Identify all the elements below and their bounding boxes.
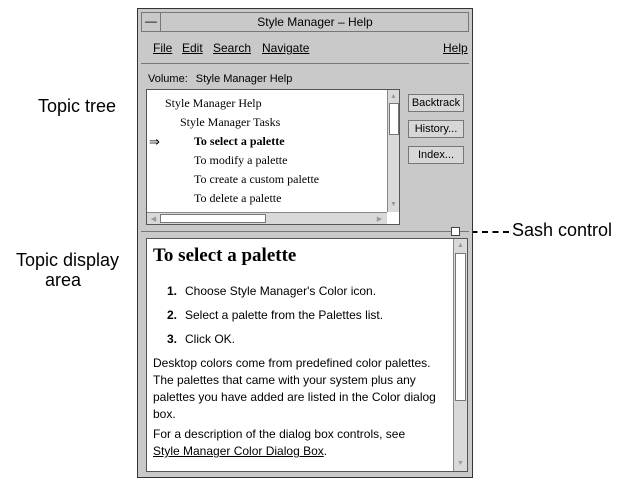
topic-tree-panel — [146, 89, 400, 225]
scroll-left-icon[interactable]: ◀ — [150, 215, 157, 223]
volume-value: Style Manager Help — [195, 73, 293, 85]
scroll-up-icon[interactable]: ▲ — [457, 242, 464, 249]
tree-item-select-palette[interactable]: To select a palette — [194, 134, 285, 148]
topic-paragraph-intro: Desktop colors come from predefined color palettes. The palettes that came with your system plus any palettes you have added are listed in the Color dialog box. — [153, 356, 436, 421]
menu-help-label: Help — [443, 41, 468, 55]
tree-item-modify-palette[interactable]: To modify a palette — [194, 153, 288, 167]
tree-item-create-palette[interactable]: To create a custom palette — [194, 172, 320, 186]
backtrack-button[interactable]: Backtrack — [408, 94, 464, 112]
window-menu-button[interactable]: — — [142, 13, 161, 31]
tree-item-delete-palette[interactable]: To delete a palette — [194, 191, 282, 205]
display-vertical-scrollbar[interactable] — [453, 239, 467, 471]
title-bar[interactable] — [141, 12, 469, 32]
scroll-down-icon[interactable]: ▼ — [457, 460, 464, 467]
menu-bar — [141, 35, 469, 64]
tree-vscroll-thumb[interactable] — [389, 103, 399, 135]
scroll-right-icon[interactable]: ▶ — [376, 215, 383, 223]
topic-display-area — [146, 238, 468, 472]
see-also-text: For a description of the dialog box controls, see — [153, 427, 406, 441]
scroll-up-icon[interactable]: ▲ — [390, 93, 397, 100]
volume-line — [148, 73, 292, 85]
tree-hscroll-thumb[interactable] — [160, 214, 266, 223]
step-item — [167, 332, 235, 346]
step-item — [167, 308, 383, 322]
callout-sash-control: Sash control — [512, 220, 613, 240]
step-number: 2. — [167, 308, 178, 322]
step-text: Click OK. — [185, 332, 236, 346]
volume-label: Volume: — [148, 73, 188, 85]
step-number: 1. — [167, 284, 178, 298]
topic-paragraph-see-also — [153, 426, 443, 460]
menu-help[interactable] — [443, 41, 468, 55]
index-button[interactable]: Index... — [408, 146, 464, 164]
callout-topic-tree: Topic tree — [38, 96, 117, 116]
step-text: Choose Style Manager's Color icon. — [185, 284, 377, 298]
current-topic-arrow-icon: ⇒ — [149, 134, 160, 149]
menu-navigate[interactable] — [262, 41, 309, 55]
menu-search-label: Search — [213, 41, 252, 55]
topic-title: To select a palette — [153, 245, 297, 266]
tree-item-style-manager-help[interactable]: Style Manager Help — [165, 96, 262, 110]
window-title: Style Manager – Help — [257, 15, 373, 29]
menu-navigate-label: Navigate — [262, 41, 310, 55]
menu-file[interactable] — [153, 41, 172, 55]
link-suffix: . — [323, 444, 328, 458]
menu-edit-label: Edit — [182, 41, 203, 55]
step-text: Select a palette from the Palettes list. — [185, 308, 384, 322]
help-window — [137, 8, 473, 478]
tree-horizontal-scrollbar[interactable] — [147, 212, 387, 224]
color-dialog-link[interactable]: Style Manager Color Dialog Box — [153, 444, 324, 458]
sash-control[interactable] — [451, 227, 460, 236]
menu-edit[interactable] — [182, 41, 203, 55]
step-number: 3. — [167, 332, 178, 346]
step-item — [167, 284, 376, 298]
scroll-down-icon[interactable]: ▼ — [390, 201, 397, 208]
menu-file-label: File — [153, 41, 173, 55]
callout-display-line1: Topic display — [16, 250, 120, 270]
callout-topic-display-area — [16, 250, 119, 290]
menu-search[interactable] — [213, 41, 251, 55]
callout-display-line2: area — [45, 270, 82, 290]
history-button[interactable]: History... — [408, 120, 464, 138]
pane-separator — [141, 231, 469, 232]
display-vscroll-thumb[interactable] — [455, 253, 466, 401]
tree-item-style-manager-tasks[interactable]: Style Manager Tasks — [180, 115, 281, 129]
tree-vertical-scrollbar[interactable] — [387, 90, 400, 212]
